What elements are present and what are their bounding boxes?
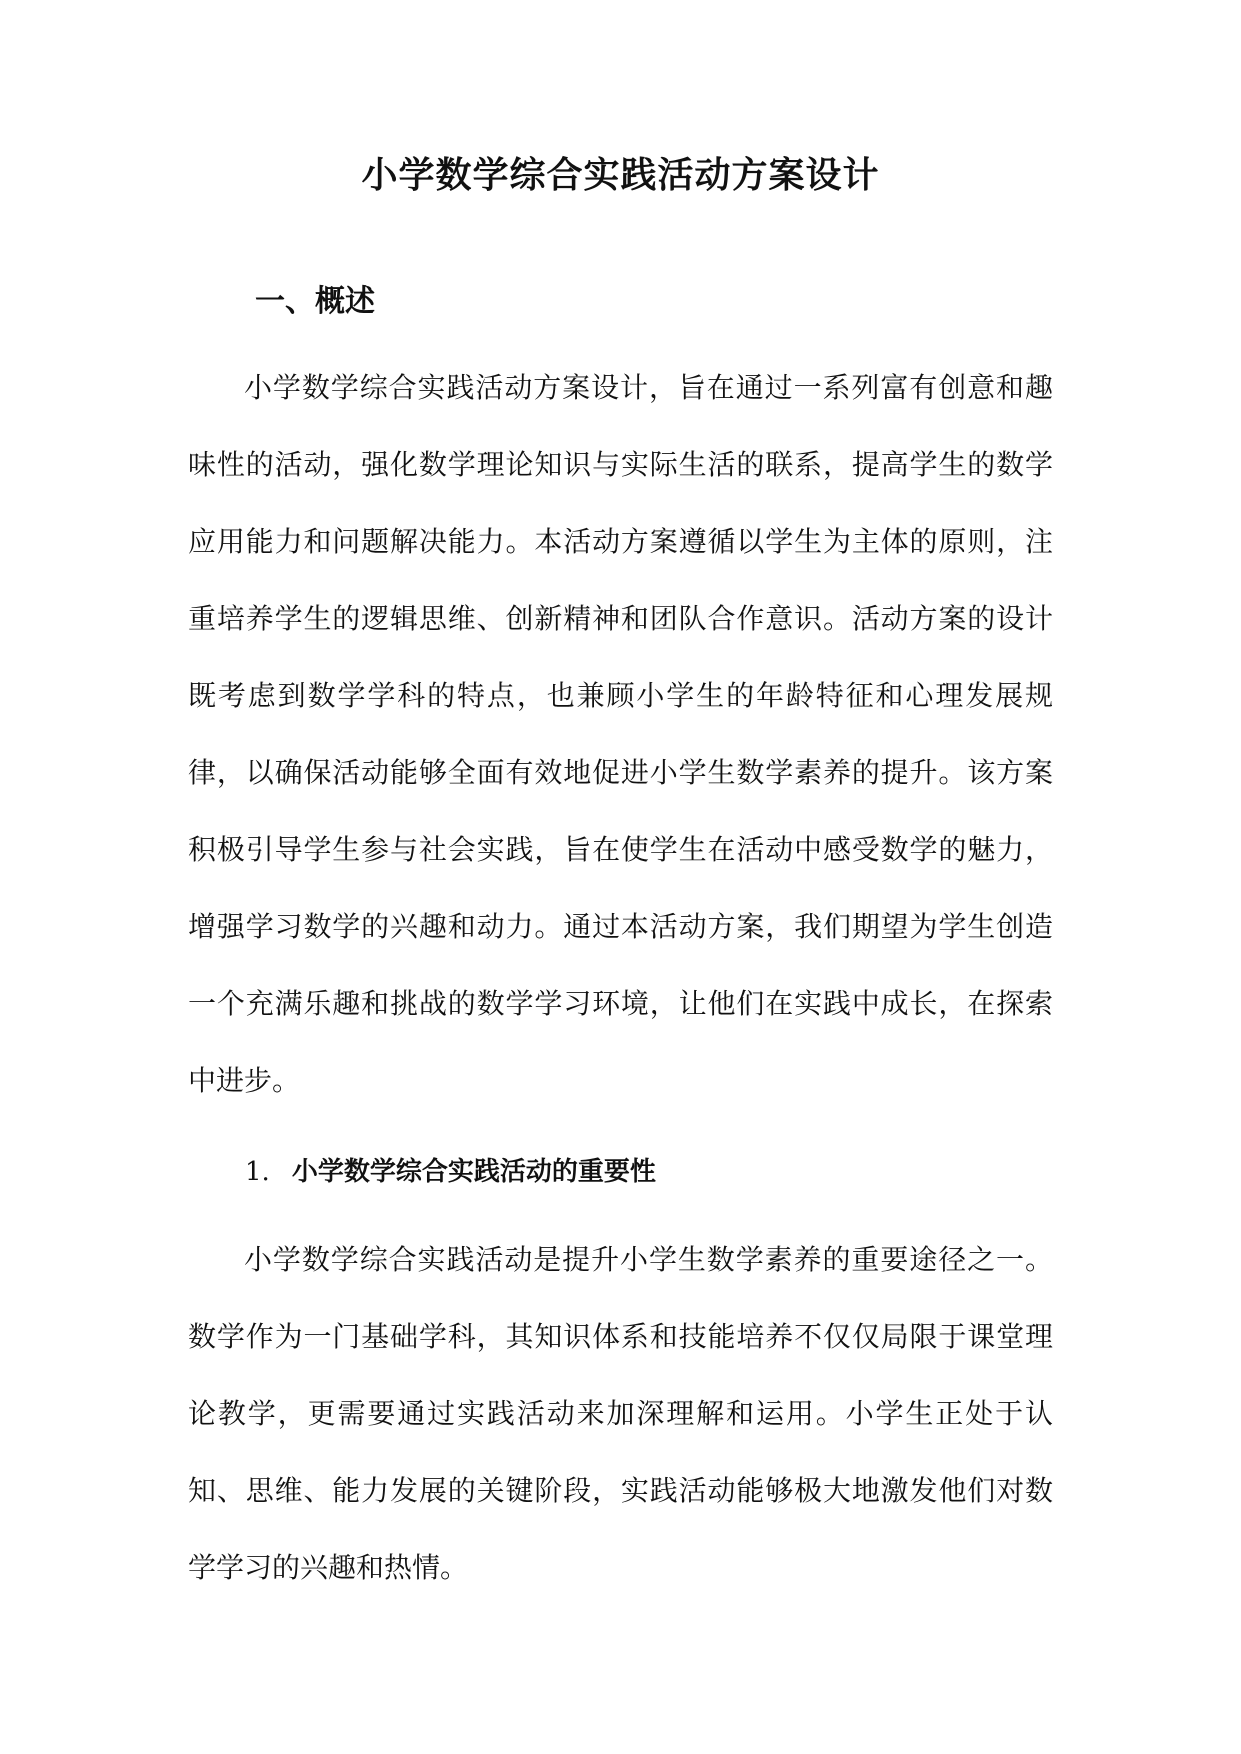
- section-heading-overview: 一、概述: [255, 284, 375, 319]
- subsection-heading-text: 小学数学综合实践活动的重要性: [291, 1157, 656, 1187]
- subsection-number: 1.: [245, 1157, 270, 1187]
- importance-paragraph: 小学数学综合实践活动是提升小学生数学素养的重要途径之一。数学作为一门基础学科，其知识体系和技能培养不仅仅局限于课堂理论教学，更需要通过实践活动来加深理解和运用。小学生正处于认知、思维、能力发展的关键阶段，实践活动能够极大地激发他们对数学学习的兴趣和热情。: [188, 1243, 1053, 1584]
- overview-paragraph: 小学数学综合实践活动方案设计，旨在通过一系列富有创意和趣味性的活动，强化数学理论知识与实际生活的联系，提高学生的数学应用能力和问题解决能力。本活动方案遵循以学生为主体的原则，注重培养学生的逻辑思维、创新精神和团队合作意识。活动方案的设计既考虑到数学学科的特点，也兼顾小学生的年龄特征和心理发展规律，以确保活动能够全面有效地促进小学生数学素养的提升。该方案积极引导学生参与社会实践，旨在使学生在活动中感受数学的魅力，增强学习数学的兴趣和动力。通过本活动方案，我们期望为学生创造一个充满乐趣和挑战的数学学习环境，让他们在实践中成长，在探索中进步。: [188, 371, 1053, 1097]
- document-title: 小学数学综合实践活动方案设计: [361, 154, 880, 196]
- subsection-heading-importance: [245, 1152, 656, 1192]
